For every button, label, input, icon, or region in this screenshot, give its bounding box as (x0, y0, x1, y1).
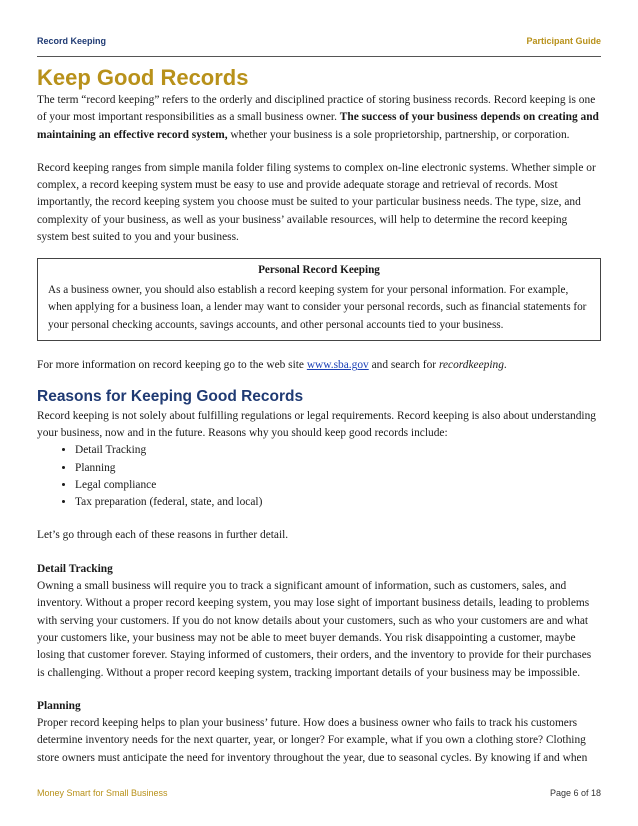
header-guide-title: Participant Guide (526, 36, 601, 46)
planning-text: Proper record keeping helps to plan your business’ future. How does a business owner who fails to track his customers determine inventory needs for the next quarter, year, or longer? For example, what if you own a clothing store? Clothing store owners must anticipate the need for inventory throughout the year, due to seasonal cycles. By knowing if and when (37, 717, 588, 764)
list-item: • Detail Tracking (75, 442, 601, 459)
reasons-outro: Let’s go through each of these reasons in further detail. (37, 529, 289, 542)
more-info-paragraph (37, 357, 601, 374)
sba-link[interactable]: www.sba.gov (306, 359, 369, 372)
header-section-title: Record Keeping (37, 36, 107, 46)
page-footer (37, 788, 601, 798)
list-item: • Legal compliance (75, 477, 601, 494)
page-header (37, 36, 601, 46)
more-info-middle: and search for (368, 359, 439, 372)
reasons-intro: Record keeping is not solely about fulfilling regulations or legal requirements. Record keeping is also about understanding your business, now and in the future. Reasons why you should keep good records include: (37, 409, 596, 439)
list-item: • Tax preparation (federal, state, and local) (75, 494, 601, 511)
intro-p1-start: The term “record keeping” refers to the orderly and disciplined practice of storing business records. Record keeping is one of your most important responsibilities as a small business owner. (37, 94, 596, 124)
intro-p1-bold: The success of your business depends on creating and maintaining an effective record system, (37, 111, 599, 141)
reasons-heading: Reasons for Keeping Good Records (37, 387, 304, 405)
intro-paragraph-2: Record keeping ranges from simple manila folder filing systems to complex on-line electronic systems. Whether simple or complex, a record keeping system must be easy to use and provide adequate storage and retrieval of records. Most importantly, the record keeping system you choose must be suited to your particular business needs. The type, size, and complexity of your business, as well as your business’ available resources, will help to determine the record keeping system best suited to you and your business. (37, 161, 596, 244)
detail-tracking-heading: Detail Tracking (37, 562, 113, 575)
footer-course-title: Money Smart for Small Business (37, 788, 168, 798)
more-info-term: recordkeeping (438, 359, 504, 372)
reasons-list (37, 442, 601, 511)
box-text: As a business owner, you should also establish a record keeping system for your personal information. For example, when applying for a business loan, a lender may want to consider your personal records, such as financial statements for your personal checking accounts, savings accounts, and other personal accounts tied to your business. (48, 283, 587, 331)
page-number: Page 6 of 18 (549, 788, 601, 798)
planning-heading: Planning (37, 699, 81, 712)
header-divider (37, 56, 601, 57)
more-info-end: . (503, 359, 507, 372)
detail-tracking-text: Owning a small business will require you to track a significant amount of information, such as customers, sales, and inventory. Without a proper record keeping system, you may lose sight of important business details, leading to problems with serving your customers. If you do not know details about your customers, such as who your customers are and what your customers like, your business may not be able to meet buyer demands. You risk disappointing a customer, maybe losing that customer forever. Staying informed of customers, their orders, and the inventory to provide for their purchases is challenging. Without a proper record keeping system, tracking important details of your business may be impossible. (37, 580, 592, 679)
list-item: • Planning (75, 460, 601, 477)
box-title: Personal Record Keeping (258, 264, 380, 277)
intro-paragraph-1 (37, 92, 601, 144)
more-info-start: For more information on record keeping go to the web site (37, 359, 307, 372)
personal-record-keeping-box (37, 258, 601, 341)
page-content (37, 64, 601, 767)
intro-p1-end: whether your business is a sole proprietorship, partnership, or corporation. (227, 128, 570, 141)
page-title: Keep Good Records (37, 65, 249, 90)
